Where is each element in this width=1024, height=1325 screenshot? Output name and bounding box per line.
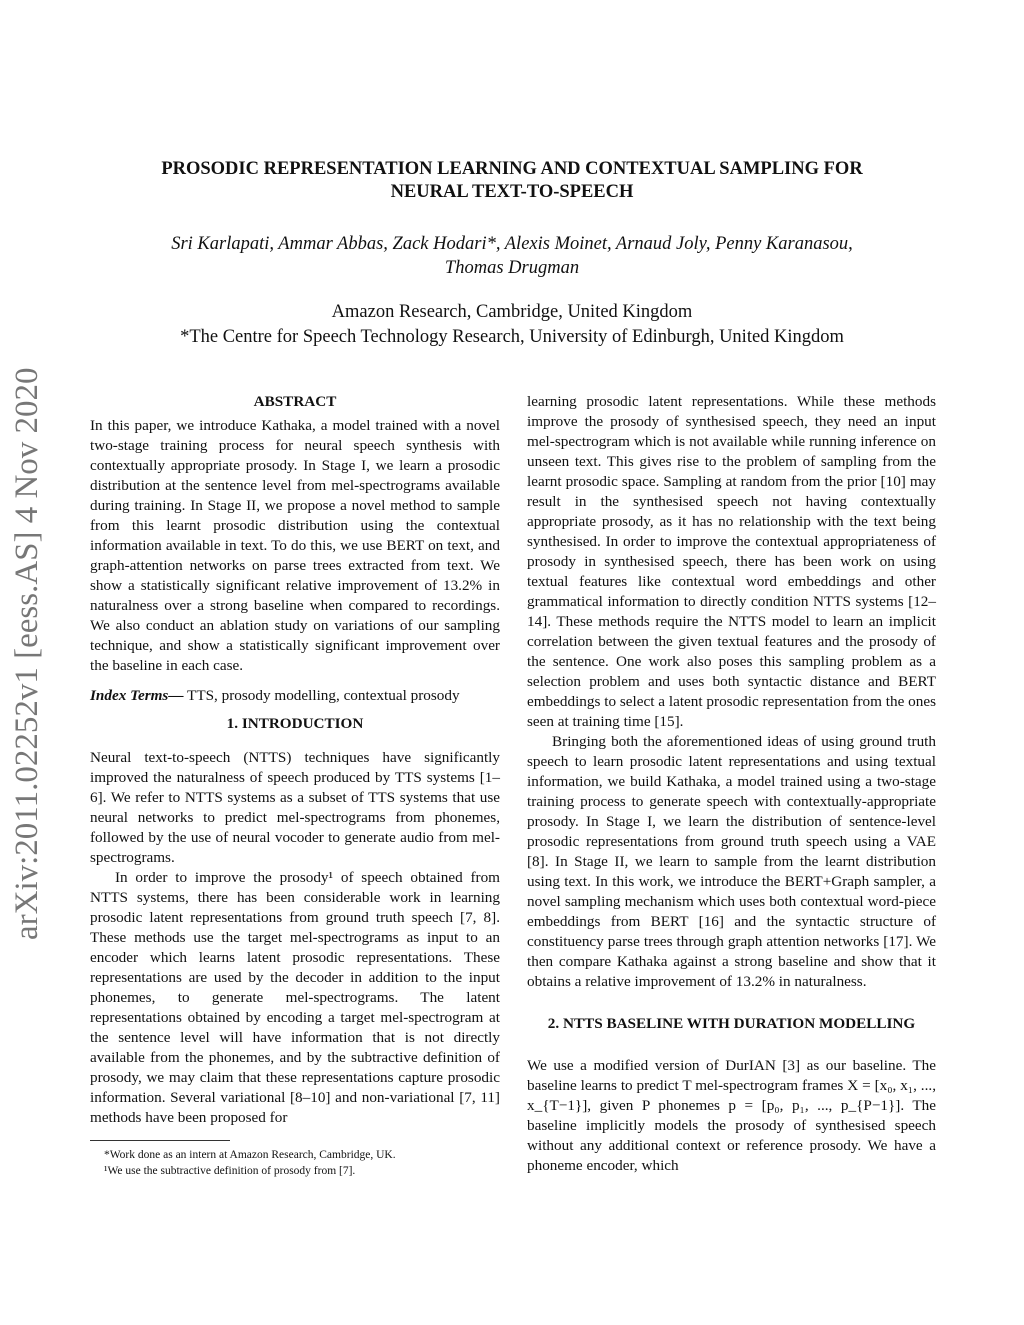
footnote-rule [90,1140,230,1141]
right-paragraph-2: Bringing both the aforementioned ideas of using ground truth speech to learn prosodic latent representations and using textual information, we build Kathaka, a model trained using a two-stage training process to generate speech with contextually-appropriate prosody. In Stage I, we learn the distribution of sentence-level prosodic representations from ground truth speech using a VAE [8]. In Stage II, we learn to sample from the learnt distribution using text. In this work, we introduce the BERT+Graph sampler, a novel sampling mechanism which uses both contextual word-piece embeddings from BERT [16] and the syntactic structure of constituency parse trees through graph attention networks [17]. We then compare Kathaka against a strong baseline and show that it obtains a relative improvement of 13.2% in naturalness. [527,733,936,990]
index-terms-text: TTS, prosody modelling, contextual prosody [183,687,460,704]
right-paragraph-1: learning prosodic latent representations. While these methods improve the prosody of synthesised speech, they need an input mel-spectrogram which is not available while running inference on unseen text. This gives rise to the problem of sampling from the learnt prosodic space. Sampling at random from the prior [10] may result in the synthesised speech not having contextually appropriate prosody, as it has no relationship with the text being synthesised. In order to improve the contextual appropriateness of prosody in synthesised speech, there has been work on using textual features like contextual word embeddings and other grammatical information to directly condition NTTS systems [12–14]. These methods require the NTTS model to learn an implicit correlation between the given textual features and the prosody of the sentence. One work also poses this sampling problem as a selection problem and uses both syntactic distance and BERT embeddings to select a latent prosodic representation from the ones seen at training time [15]. [527,393,936,730]
arxiv-identifier: arXiv:2011.02252v1 [eess.AS] 4 Nov 2020 [9,367,45,940]
left-column [90,392,500,1179]
footnotes [90,1140,500,1179]
section-2-heading: 2. NTTS BASELINE WITH DURATION MODELLING [547,1015,916,1032]
right-column [527,392,936,1176]
paper-title [110,158,914,204]
abstract-heading: ABSTRACT [253,393,337,410]
footnote-1: *Work done as an intern at Amazon Research, Cambridge, UK. [104,1149,396,1161]
title-line-2: NEURAL TEXT-TO-SPEECH [390,182,634,202]
author-list [110,232,914,280]
footnote-2: ¹We use the subtractive definition of prosody from [7]. [104,1165,356,1177]
authors-line-2: Thomas Drugman [444,258,580,278]
abstract-text: In this paper, we introduce Kathaka, a model trained with a novel two-stage training process for neural speech synthesis with contextually appropriate prosody. In Stage I, we learn a prosodic distribution at the sentence level from mel-spectrograms available during training. In Stage II, we propose a novel method to sample from this learnt prosodic distribution using the contextual information available in text. To do this, we use BERT on text, and graph-attention networks on parse trees extracted from text. We show a statistically significant relative improvement of 13.2% in naturalness over a strong baseline when compared to recordings. We also conduct an ablation study on variations of our sampling technique, and show a statistically significant improvement over the baseline in each case. [90,417,500,674]
affiliation-2: *The Centre for Speech Technology Research, University of Edinburgh, United Kingdom [180,327,844,347]
index-terms-label: Index Terms— [90,687,184,704]
intro-paragraph-1: Neural text-to-speech (NTTS) techniques have significantly improved the naturalness of speech produced by TTS systems [1–6]. We refer to NTTS systems as a subset of TTS systems that use neural networks to predict mel-spectrograms from phonemes, followed by the use of neural vocoder to generate audio from mel-spectrograms. [90,749,500,866]
section-1-heading: 1. INTRODUCTION [226,715,364,732]
index-terms [90,686,500,706]
intro-paragraph-2: In order to improve the prosody¹ of speech obtained from NTTS systems, there has been considerable work in learning prosodic latent representations from ground truth speech [7, 8]. These methods use the target mel-spectrograms as input to an encoder which learns latent prosodic representations. These representations are used by the decoder in addition to the input phonemes, to generate mel-spectrograms. The latent representations obtained by encoding a target mel-spectrogram at the sentence level will have information that is not directly available from the phonemes, and by the subtractive definition of prosody, we may claim that these representations capture prosodic information. Several variational [8–10] and non-variational [7, 11] methods have been proposed for [90,869,500,1126]
authors-line-1: Sri Karlapati, Ammar Abbas, Zack Hodari*, Alexis Moinet, Arnaud Joly, Penny Karanasou, [171,234,853,254]
affiliations [90,300,934,350]
title-line-1: PROSODIC REPRESENTATION LEARNING AND CONTEXTUAL SAMPLING FOR [161,159,863,179]
affiliation-1: Amazon Research, Cambridge, United Kingdom [331,302,693,322]
baseline-paragraph: We use a modified version of DurIAN [3] as our baseline. The baseline learns to predict T mel-spectrogram frames X = [x₀, x₁, ..., x_{T−1}], given P phonemes p = [p₀, p₁, ..., p_{P−1}]. The baseline implicitly models the prosody of synthesised speech without any additional context or reference prosody. We have a phoneme encoder, which [527,1057,936,1174]
